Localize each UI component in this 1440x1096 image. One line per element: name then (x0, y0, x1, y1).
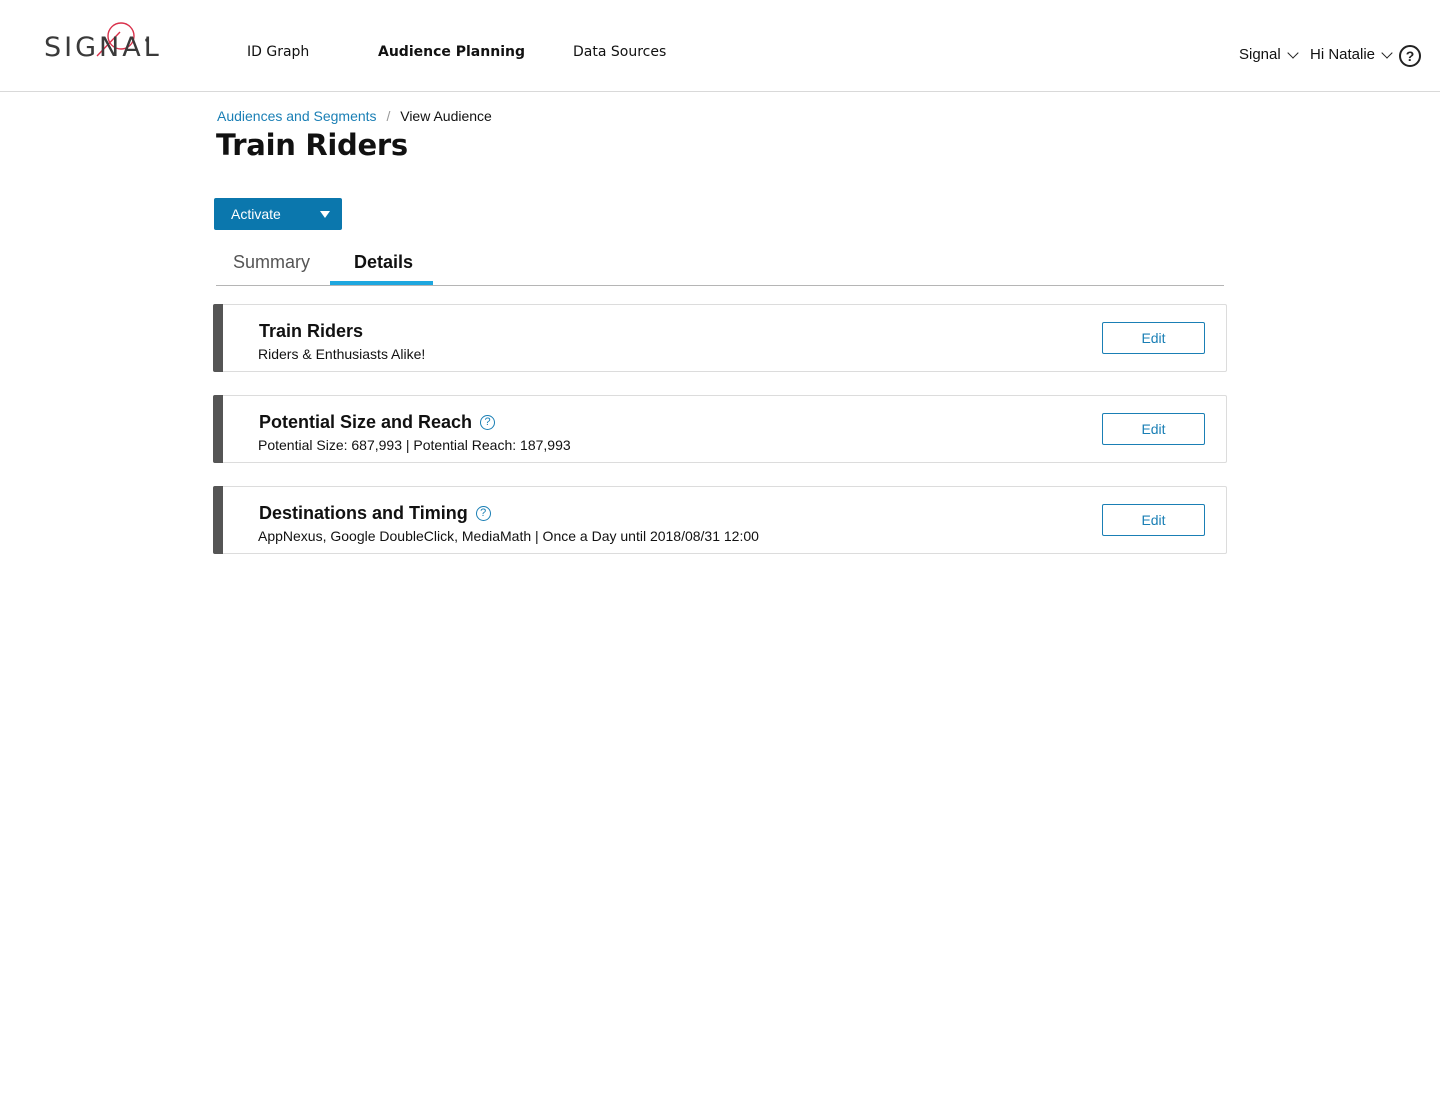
activate-label: Activate (231, 206, 281, 222)
breadcrumb-audiences-link[interactable]: Audiences and Segments (217, 108, 377, 124)
card-accent-bar (213, 486, 223, 554)
edit-destinations-timing-button[interactable]: Edit (1102, 504, 1205, 536)
edit-size-reach-button[interactable]: Edit (1102, 413, 1205, 445)
activate-button[interactable] (214, 198, 342, 230)
signal-logo[interactable] (44, 22, 164, 66)
breadcrumb-current: View Audience (400, 108, 492, 124)
card-title (259, 503, 491, 524)
card-size-reach (213, 395, 1227, 463)
card-title-text: Train Riders (259, 321, 364, 341)
card-accent-bar (213, 395, 223, 463)
account-menu-label: Signal (1239, 46, 1281, 63)
card-accent-bar (213, 304, 223, 372)
active-tab-indicator (330, 281, 433, 285)
caret-down-icon[interactable] (320, 211, 330, 218)
breadcrumb-separator: / (386, 108, 391, 124)
nav-data-sources[interactable]: Data Sources (573, 44, 667, 60)
tab-bar (216, 240, 1224, 286)
tab-summary[interactable]: Summary (233, 252, 311, 272)
card-title (259, 321, 363, 342)
card-subtitle: Potential Size: 687,993 | Potential Reach: 187,993 (258, 437, 571, 453)
question-icon[interactable]: ? (480, 415, 495, 430)
logo-text: SIGNAL (44, 32, 162, 63)
top-nav-bar (0, 0, 1440, 92)
card-subtitle: Riders & Enthusiasts Alike! (258, 346, 426, 362)
nav-audience-planning[interactable]: Audience Planning (378, 44, 525, 60)
card-subtitle: AppNexus, Google DoubleClick, MediaMath | Once a Day until 2018/08/31 12:00 (258, 528, 759, 544)
account-menu[interactable] (1239, 46, 1297, 63)
user-menu-label: Hi Natalie (1310, 46, 1376, 63)
user-menu[interactable] (1310, 46, 1391, 63)
tab-details[interactable]: Details (354, 252, 414, 272)
chevron-down-icon (1287, 47, 1298, 58)
nav-id-graph[interactable]: ID Graph (247, 44, 310, 60)
question-icon[interactable]: ? (476, 506, 491, 521)
help-icon[interactable]: ? (1399, 45, 1421, 67)
card-title-text: Potential Size and Reach (259, 412, 473, 432)
chevron-down-icon (1381, 47, 1392, 58)
card-title-text: Destinations and Timing (259, 503, 468, 523)
page-title: Train Riders (216, 128, 408, 162)
edit-audience-info-button[interactable]: Edit (1102, 322, 1205, 354)
breadcrumb (217, 108, 492, 124)
card-audience-info (213, 304, 1227, 372)
card-title (259, 412, 495, 433)
card-destinations-timing (213, 486, 1227, 554)
